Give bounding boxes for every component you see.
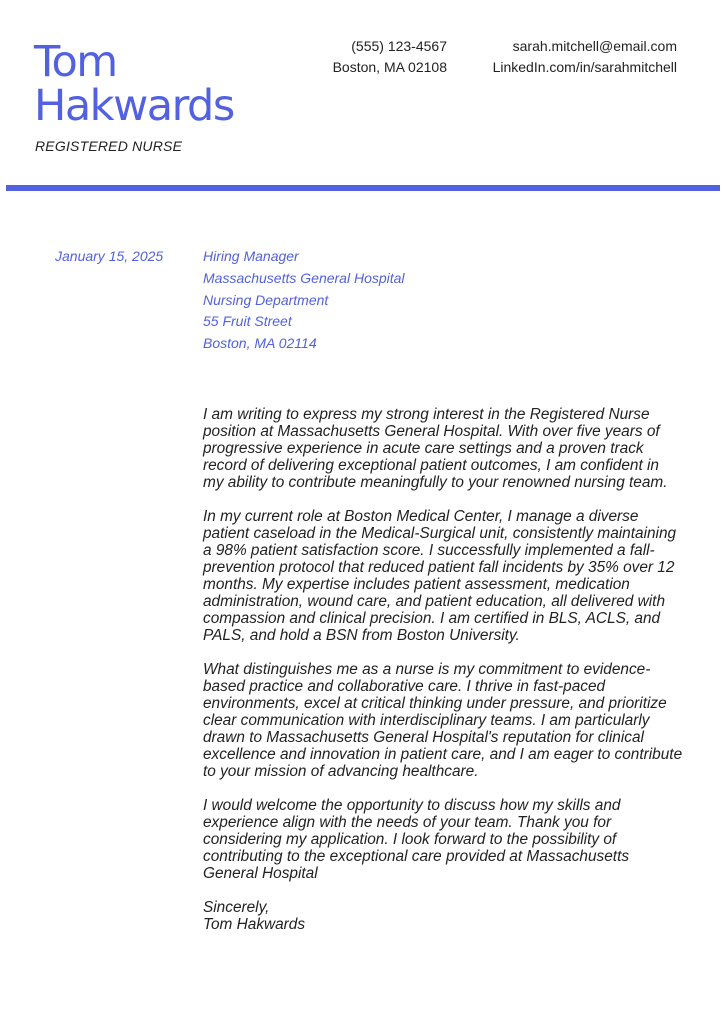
recipient-organization: Massachusetts General Hospital — [203, 269, 405, 286]
recipient-name: Hiring Manager — [203, 248, 299, 264]
applicant-first-name: Tom — [34, 37, 117, 87]
recipient-city: Boston, MA 02114 — [203, 335, 317, 352]
applicant-last-name: Hakwards — [34, 81, 234, 131]
recipient-department: Nursing Department — [203, 291, 329, 308]
header-divider — [6, 185, 720, 191]
email-address: sarah.mitchell@email.com — [512, 38, 677, 54]
closing-salutation: Sincerely, — [203, 899, 270, 916]
letter-paragraph: I am writing to express my strong interest in the Registered Nurse position at Massachusetts General Hospital. With over five years of progressive experience in acute care settings and a proven track record of delivering exceptional patient outcomes, I am confident in my ability to contribute meaningfully to your renowned nursing team. — [203, 406, 668, 491]
letter-paragraph: In my current role at Boston Medical Center, I manage a diverse patient caseload in the Medical-Surgical unit, consistently maintaining a 98% patient satisfaction score. I successfully implemented a fall-prevention protocol that reduced patient fall incidents by 35% over 12 months. My expertise includes patient assessment, medication administration, wound care, and patient education, all delivered with compassion and clinical precision. I am certified in BLS, ACLS, and PALS, and hold a BSN from Boston University. — [203, 508, 677, 644]
phone-number: (555) 123-4567 — [351, 38, 447, 54]
letter-paragraph: I would welcome the opportunity to discuss how my skills and experience align with the needs of your team. Thank you for considering my application. I look forward to the possibility of contributing to the exceptional care provided at Massachusetts General Hospital — [203, 797, 630, 882]
address-location: Boston, MA 02108 — [332, 59, 447, 75]
signature-name: Tom Hakwards — [203, 916, 306, 933]
contact-block-left — [333, 36, 447, 78]
recipient-address-block — [203, 246, 405, 355]
contact-block-right — [493, 36, 677, 78]
applicant-role: REGISTERED NURSE — [35, 138, 183, 154]
letter-closing — [203, 899, 683, 933]
linkedin-url: LinkedIn.com/in/sarahmitchell — [492, 59, 677, 75]
recipient-street: 55 Fruit Street — [203, 313, 292, 330]
letter-body — [203, 406, 683, 933]
applicant-name — [34, 37, 234, 131]
letter-paragraph: What distinguishes me as a nurse is my commitment to evidence-based practice and collaborative care. I thrive in fast-paced environments, excel at critical thinking under pressure, and prioritize clear communication with interdisciplinary teams. I am particularly drawn to Massachusetts General Hospital's reputation for clinical excellence and innovation in patient care, and I am eager to contribute to your mission of advancing healthcare. — [203, 661, 683, 780]
letter-date: January 15, 2025 — [55, 248, 164, 264]
